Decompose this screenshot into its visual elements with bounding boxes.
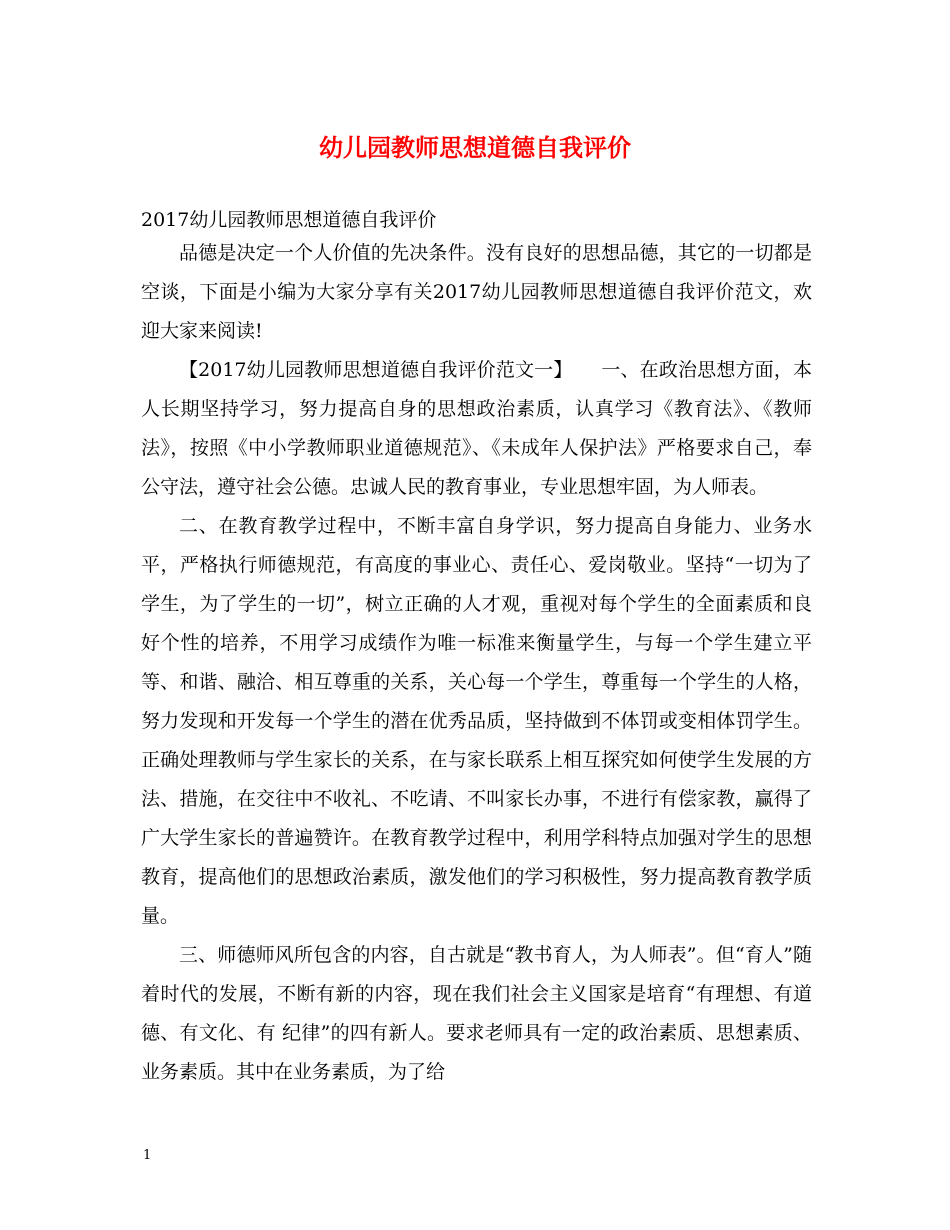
paragraph-section-one: 【2017幼儿园教师思想道德自我评价范文一】 一、在政治思想方面，本人长期坚持学习，努力提高自身的思想政治素质，认真学习《教育法》、《教师法》，按照《中小学教师职业道德规范》、《未成年人保护法》严格要求自己，奉公守法，遵守社会公德。忠诚人民的教育事业，专业思想牢固，为人师表。 — [141, 359, 812, 498]
document-title: 幼儿园教师思想道德自我评价 — [319, 133, 631, 162]
paragraph-section-three: 三、师德师风所包含的内容，自古就是“教书育人，为人师表”。但“育人”随着时代的发展，不断有新的内容，现在我们社会主义国家是培育“有理想、有道德、有文化、有 纪律”的四有新人。要求老师具有一定的政治素质、思想素质、业务素质。其中在业务素质，为了给 — [141, 944, 812, 1083]
paragraph-intro: 品德是决定一个人价值的先决条件。没有良好的思想品德，其它的一切都是空谈，下面是小编为大家分享有关2017幼儿园教师思想道德自我评价范文，欢迎大家来阅读! — [141, 242, 812, 342]
paragraph-section-two: 二、在教育教学过程中，不断丰富自身学识，努力提高自身能力、业务水平，严格执行师德规范，有高度的事业心、责任心、爱岗敬业。坚持“一切为了学生，为了学生的一切”，树立正确的人才观，重视对每个学生的全面素质和良好个性的培养，不用学习成绩作为唯一标准来衡量学生，与每一个学生建立平等、和谐、融洽、相互尊重的关系，关心每一个学生，尊重每一个学生的人格，努力发现和开发每一个学生的潜在优秀品质，坚持做到不体罚或变相体罚学生。正确处理教师与学生家长的关系，在与家长联系上相互探究如何使学生发展的方法、措施，在交往中不收礼、不吃请、不叫家长办事，不进行有偿家教，赢得了广大学生家长的普遍赞许。在教育教学过程中，利用学科特点加强对学生的思想教育，提高他们的思想政治素质，激发他们的学习积极性，努力提高教育教学质量。 — [141, 515, 812, 927]
document-subtitle: 2017幼儿园教师思想道德自我评价 — [141, 209, 437, 231]
page-number: 1 — [143, 1148, 152, 1163]
document-body — [141, 234, 812, 1092]
